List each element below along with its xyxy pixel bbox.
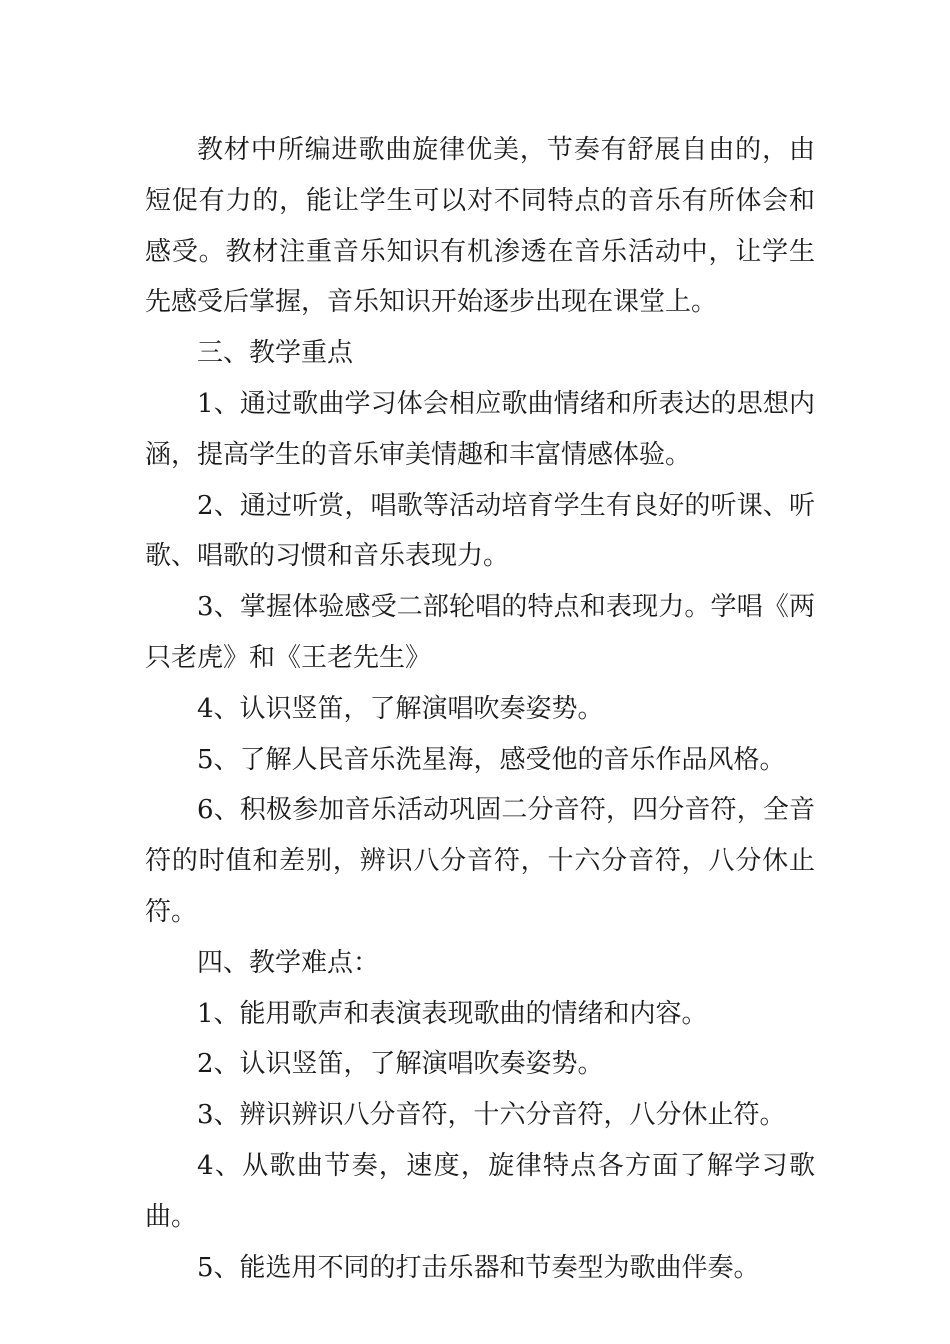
list-item: 4、认识竖笛，了解演唱吹奏姿势。 [197, 693, 604, 724]
list-item: 1、通过歌曲学习体会相应歌曲情绪和所表达的思想内涵，提高学生的音乐审美情趣和丰富情感体验。 [145, 388, 815, 470]
list-item: 6、积极参加音乐活动巩固二分音符，四分音符，全音符的时值和差别，辨识八分音符，十六分音符，八分休止符。 [145, 795, 815, 927]
section-heading-difficulties: 四、教学难点： [197, 947, 380, 978]
list-item: 5、能选用不同的打击乐器和节奏型为歌曲伴奏。 [197, 1252, 760, 1283]
paragraph-intro: 教材中所编进歌曲旋律优美，节奏有舒展自由的，由短促有力的，能让学生可以对不同特点的音乐有所体会和感受。教材注重音乐知识有机渗透在音乐活动中，让学生先感受后掌握，音乐知识开始逐步出现在课堂上。 [145, 135, 815, 318]
list-item: 2、通过听赏，唱歌等活动培育学生有良好的听课、听歌、唱歌的习惯和音乐表现力。 [145, 490, 815, 572]
section-heading-key-points: 三、教学重点 [197, 338, 354, 369]
list-item: 4、从歌曲节奏，速度，旋律特点各方面了解学习歌曲。 [145, 1150, 815, 1232]
list-item: 5、了解人民音乐洗星海，感受他的音乐作品风格。 [197, 744, 786, 775]
list-item: 1、能用歌声和表演表现歌曲的情绪和内容。 [197, 998, 708, 1029]
list-item: 2、认识竖笛，了解演唱吹奏姿势。 [197, 1049, 604, 1080]
list-item: 3、辨识辨识八分音符，十六分音符，八分休止符。 [197, 1100, 786, 1131]
list-item: 3、掌握体验感受二部轮唱的特点和表现力。学唱《两只老虎》和《王老先生》 [145, 592, 815, 673]
document-body [145, 125, 815, 1293]
